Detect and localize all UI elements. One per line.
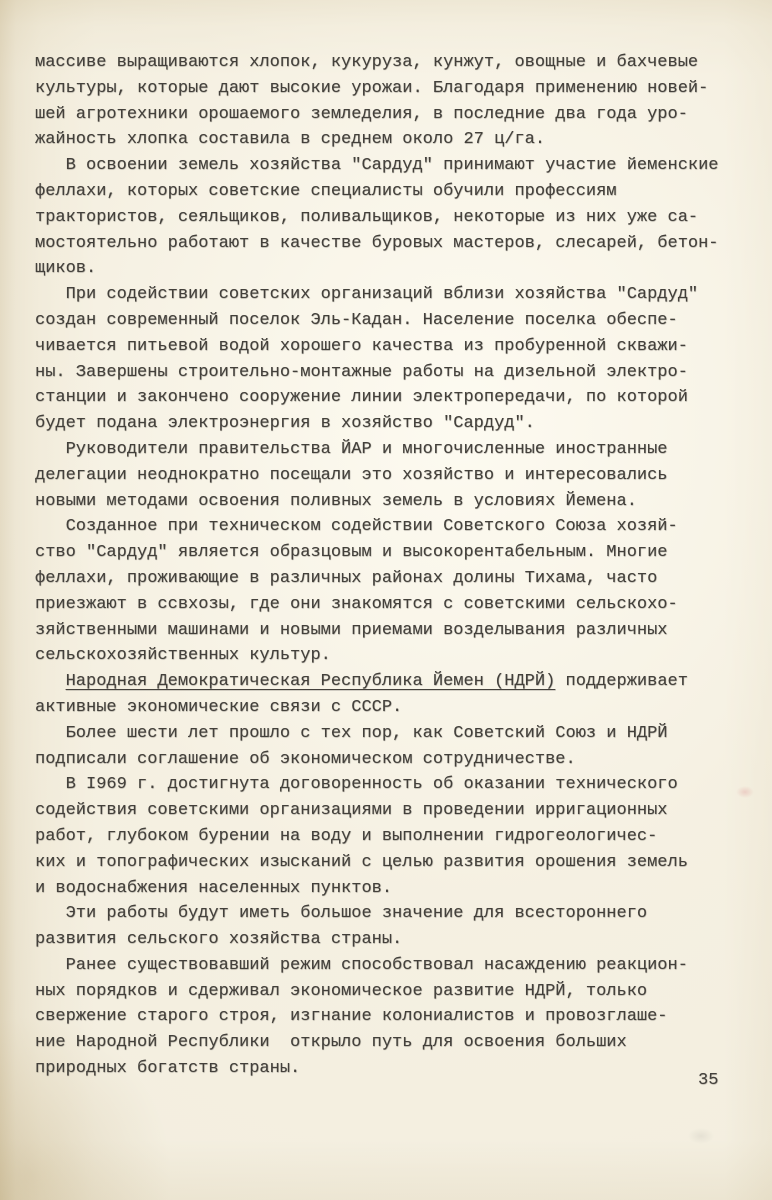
text-line: создан современный поселок Эль-Кадан. Население поселка обеспе- <box>35 310 678 330</box>
text-line: ких и топографических изысканий с целью развития орошения земель <box>35 852 688 872</box>
text-line: щиков. <box>35 259 97 279</box>
text-line: сельскохозяйственных культур. <box>35 646 331 666</box>
scan-smudge <box>688 1128 714 1144</box>
text-line: активные экономические связи с СССР. <box>35 697 403 717</box>
text-line: свержение старого строя, изгнание колониалистов и провозглаше- <box>35 1007 668 1027</box>
text-line: чивается питьевой водой хорошего качества из пробуренной скважи- <box>35 336 688 356</box>
text-line: содействия советскими организациями в проведении ирригационных <box>35 801 668 821</box>
text-line: Ранее существовавший режим способствовал насаждению реакцион- <box>35 955 688 975</box>
text-line: станции и закончено сооружение линии электропередачи, по которой <box>35 388 688 408</box>
text-line: делегации неоднократно посещали это хозяйство и интересовались <box>35 465 668 485</box>
text-line: подписали соглашение об экономическом сотрудничестве. <box>35 749 576 769</box>
scan-smudge <box>736 786 754 798</box>
text-line: будет подана электроэнергия в хозяйство "Сардуд". <box>35 414 535 434</box>
text-line: мостоятельно работают в качестве буровых мастеров, слесарей, бетон- <box>35 233 719 253</box>
text-line: феллахи, проживающие в различных районах долины Тихама, часто <box>35 568 658 588</box>
text-line: развития сельского хозяйства страны. <box>35 930 403 950</box>
text-line: ны. Завершены строительно-монтажные работы на дизельной электро- <box>35 362 688 382</box>
text-line: ство "Сардуд" является образцовым и высокорентабельным. Многие <box>35 543 668 563</box>
text-line: ние Народной Республики открыло путь для освоения больших <box>35 1033 627 1053</box>
text-line: При содействии советских организаций вблизи хозяйства "Сардуд" <box>35 285 699 305</box>
text-line: трактористов, сеяльщиков, поливальщиков, некоторые из них уже са- <box>35 207 699 227</box>
text-line: феллахи, которых советские специалисты обучили профессиям <box>35 181 617 201</box>
text-line: и водоснабжения населенных пунктов. <box>35 878 393 898</box>
text-line: культуры, которые дают высокие урожаи. Благодаря применению новей- <box>35 78 709 98</box>
text-line: работ, глубоком бурении на воду и выполнении гидрогеологичес- <box>35 826 658 846</box>
text-line: природных богатств страны. <box>35 1059 301 1079</box>
text-line: Руководители правительства ЙАР и многочисленные иностранные <box>35 439 668 459</box>
page-text <box>35 50 747 1082</box>
text-line: Более шести лет прошло с тех пор, как Советский Союз и НДРЙ <box>35 723 668 743</box>
text-line: Созданное при техническом содействии Советского Союза хозяй- <box>35 517 678 537</box>
text-line: приезжают в ссвхозы, где они знакомятся с советскими сельскохо- <box>35 594 678 614</box>
text-line: массиве выращиваются хлопок, кукуруза, кунжут, овощные и бахчевые <box>35 53 699 72</box>
page-number: 35 <box>698 1071 719 1090</box>
text-line: шей агротехники орошаемого земледелия, в последние два года уро- <box>35 104 688 124</box>
text-line: новыми методами освоения поливных земель в условиях Йемена. <box>35 491 637 511</box>
text-line: зяйственными машинами и новыми приемами возделывания различных <box>35 620 668 640</box>
underlined-phrase: Народная Демократическая Республика Йемен (НДРЙ) <box>65 672 556 692</box>
text-line: В освоении земель хозяйства "Сардуд" принимают участие йеменские <box>35 156 719 176</box>
text-line: Народная Демократическая Республика Йемен (НДРЙ) поддерживает <box>65 672 688 692</box>
text-line: В I969 г. достигнута договоренность об оказании технического <box>35 775 678 795</box>
text-line: ных порядков и сдерживал экономическое развитие НДРЙ, только <box>35 981 648 1001</box>
text-line: жайность хлопка составила в среднем около 27 ц/га. <box>35 130 546 150</box>
text-line: Эти работы будут иметь большое значение для всестороннего <box>35 904 648 924</box>
